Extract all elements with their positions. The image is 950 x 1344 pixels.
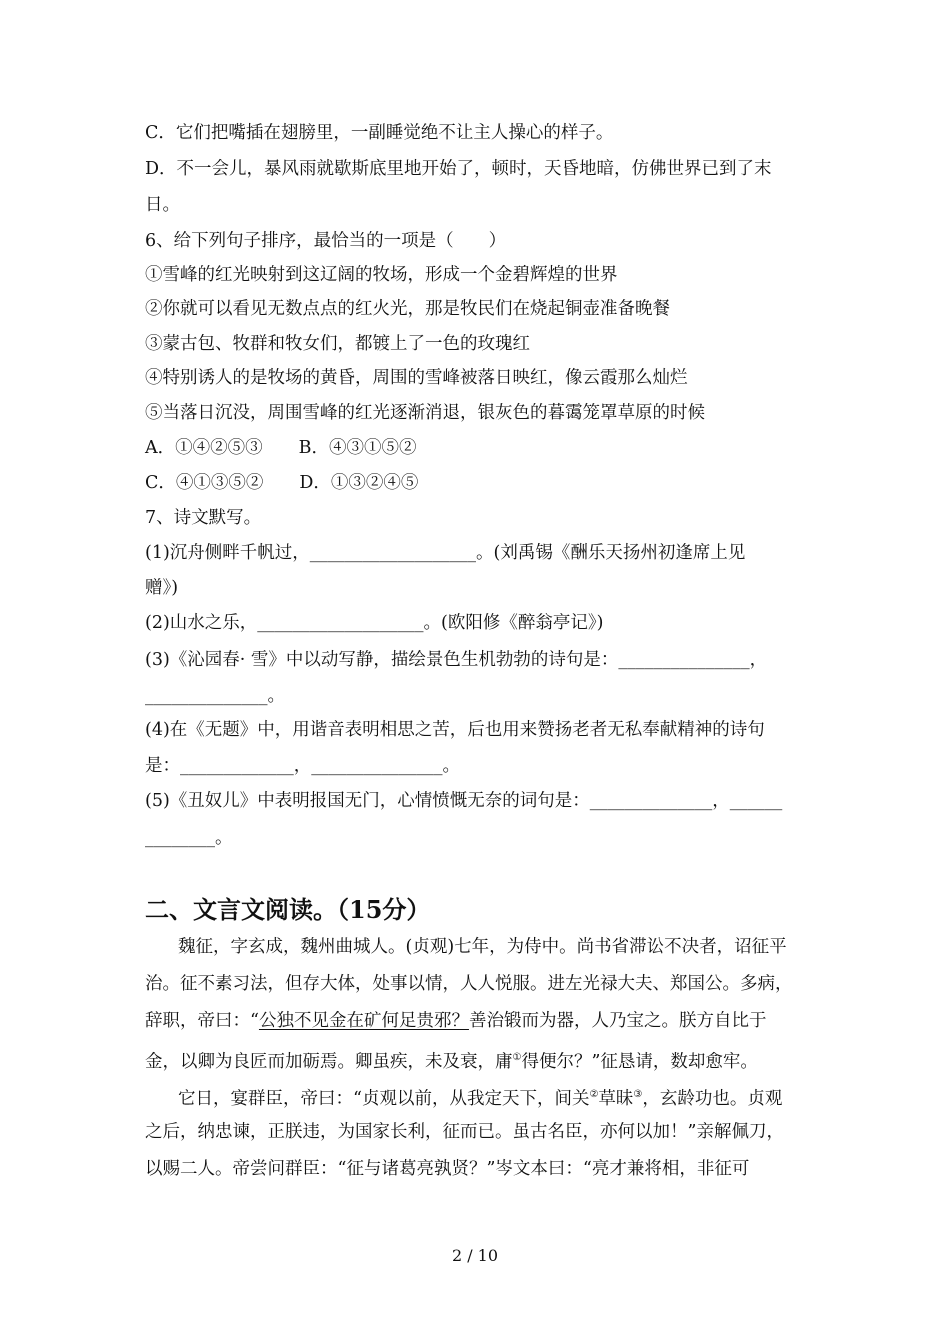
q5-option-c: C．它们把嘴插在翅膀里，一副睡觉绝不让主人操心的样子。 [145, 123, 614, 143]
passage-line-7: 以赐二人。帝尝问群臣：“征与诸葛亮孰贤？”岑文本曰：“亮才兼将相，非征可 [145, 1159, 750, 1179]
q6-option-a: A．①④②⑤③ [145, 438, 263, 458]
passage-line-2: 治。征不素习法，但存大体，处事以情，人人悦服。进左光禄大夫、郑国公。多病， [145, 974, 793, 994]
q6-option-b: B．④③①⑤② [298, 438, 417, 458]
q6-options-row2 [145, 471, 418, 495]
passage-line-1: 魏征，字玄成，魏州曲城人。(贞观)七年，为侍中。尚书省滞讼不决者，诏征平 [178, 937, 787, 957]
q7-stem: 7、诗文默写。 [145, 508, 262, 528]
passage-text: 它日，宴群臣，帝曰：“贞观以前，从我定天下，间关 [178, 1088, 590, 1109]
section-title: 二、文言文阅读。（15分） [145, 895, 431, 924]
q7-item4-line2: 是：_____________，_______________。 [145, 756, 460, 776]
passage-line-3 [145, 1009, 766, 1033]
passage-text: 辞职，帝曰：“ [145, 1011, 259, 1031]
q6-sentence-3: ③蒙古包、牧群和牧女们，都镀上了一色的玫瑰红 [145, 334, 530, 354]
footnote-marker: ③ [633, 1089, 643, 1100]
q6-sentence-5: ⑤当落日沉没，周围雪峰的红光逐渐消退，银灰色的暮霭笼罩草原的时候 [145, 403, 705, 423]
q6-sentence-1: ①雪峰的红光映射到这辽阔的牧场，形成一个金碧辉煌的世界 [145, 265, 618, 285]
q7-item1-line2: 赠》) [145, 578, 179, 598]
passage-text: 善治锻而为器，人乃宝之。朕方自比于 [468, 1011, 767, 1031]
footnote-marker: ① [512, 1052, 522, 1063]
q7-item1-line1: (1)沉舟侧畔千帆过，___________________。(刘禹锡《酬乐天扬州初逢席上见 [145, 543, 746, 563]
q7-item2: (2)山水之乐，___________________。(欧阳修《醉翁亭记》) [145, 613, 604, 633]
passage-line-6: 之后，纳忠谏，正朕违，为国家长利，征而已。虽古名臣，亦何以加！”亲解佩刀， [145, 1122, 784, 1142]
passage-text: 草昧 [598, 1088, 634, 1109]
passage-line-4 [145, 1046, 758, 1074]
passage-text: 得便尔？”征恳请，数却愈牢。 [521, 1051, 758, 1072]
q7-item5-line2: ________。 [145, 828, 233, 848]
q6-stem: 6、给下列句子排序，最恰当的一项是（ ） [145, 231, 507, 251]
q6-options-row1 [145, 436, 417, 460]
q5-option-d-line1: D．不一会儿，暴风雨就歇斯底里地开始了，顿时，天昏地暗，仿佛世界已到了末 [145, 159, 772, 179]
q7-item5-line1: (5)《丑奴儿》中表明报国无门，心情愤慨无奈的词句是：______________，______ [145, 791, 783, 811]
q6-sentence-2: ②你就可以看见无数点点的红火光，那是牧民们在烧起铜壶准备晚餐 [145, 299, 670, 319]
q7-item3-line2: ______________。 [145, 686, 285, 706]
underlined-sentence: 公独不见金在矿何足贵邪？ [258, 1011, 469, 1031]
q6-sentence-4: ④特别诱人的是牧场的黄昏，周围的雪峰被落日映红，像云霞那么灿烂 [145, 368, 688, 388]
q7-item3-line1: (3)《沁园春· 雪》中以动写静，描绘景色生机勃勃的诗句是：_______________， [145, 650, 768, 670]
q5-option-d-line2: 日。 [145, 195, 180, 215]
q6-option-c: C．④①③⑤② [145, 473, 264, 493]
page-number: 2 / 10 [451, 1246, 499, 1265]
passage-text: 金，以卿为良匠而加砺焉。卿虽疾，未及衰，庸 [145, 1051, 513, 1072]
passage-text: ，玄龄功也。贞观 [642, 1088, 783, 1109]
q7-item4-line1: (4)在《无题》中，用谐音表明相思之苦，后也用来赞扬老者无私奉献精神的诗句 [145, 720, 765, 740]
passage-line-5 [178, 1083, 782, 1111]
q6-option-d: D．①③②④⑤ [299, 473, 419, 493]
footnote-marker: ② [589, 1089, 599, 1100]
